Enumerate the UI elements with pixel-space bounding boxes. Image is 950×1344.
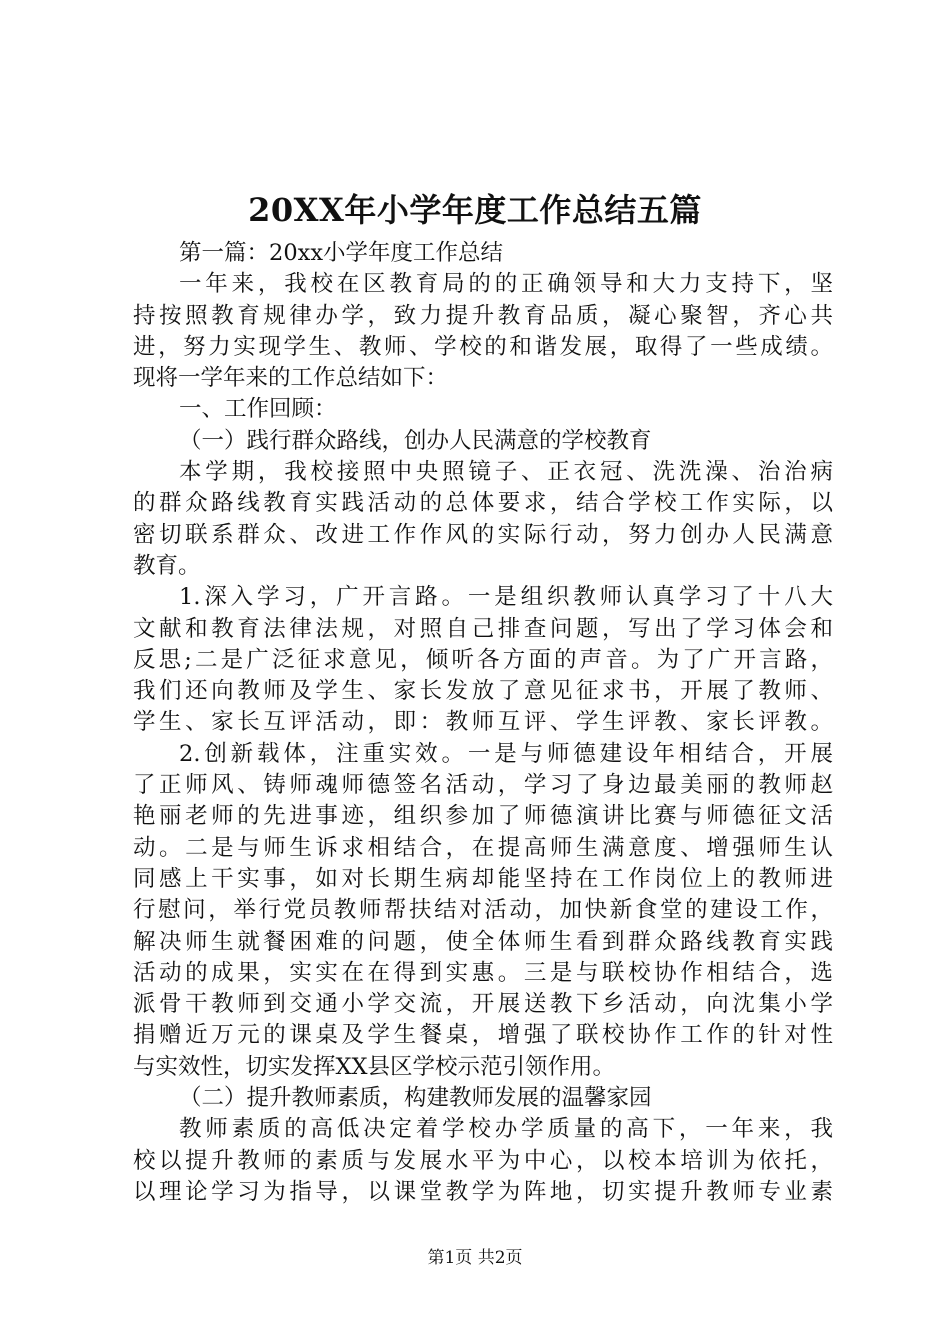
text-line: 2.创新载体，注重实效。一是与师德建设年相结合，开展 [179,740,833,767]
text-line: 艳丽老师的先进事迹，组织参加了师德演讲比赛与师德征文活 [133,803,833,830]
text-line: 本学期，我校接照中央照镜子、正衣冠、洗洗澡、治治病 [179,459,833,486]
text-line: 一年来，我校在区教育局的的正确领导和大力支持下，坚 [179,271,833,298]
text-line: 的群众路线教育实践活动的总体要求，结合学校工作实际，以 [133,490,833,517]
text-line: 密切联系群众、改进工作作风的实际行动，努力创办人民满意 [133,521,833,548]
text-line: 持按照教育规律办学，致力提升教育品质，凝心聚智，齐心共 [133,302,833,329]
text-line: 学生、家长互评活动，即：教师互评、学生评教、家长评教。 [133,709,833,736]
page-footer: 第1页 共2页 [427,1248,523,1268]
document-title: 20XX年小学年度工作总结五篇 [248,191,702,229]
text-line: 解决师生就餐困难的问题，使全体师生看到群众路线教育实践 [133,928,833,955]
text-line: 反思;二是广泛征求意见，倾听各方面的声音。为了广开言路， [133,646,833,673]
text-line: 行慰问，举行党员教师帮扶结对活动，加快新食堂的建设工作， [133,897,833,924]
text-line: 了正师风、铸师魂师德签名活动，学习了身边最美丽的教师赵 [133,772,833,799]
text-line: 文献和教育法律法规，对照自己排查问题，写出了学习体会和 [133,615,833,642]
text-line: 一、工作回顾： [179,396,337,423]
text-line: （二）提升教师素质，构建教师发展的温馨家园 [179,1085,652,1112]
text-line: 与实效性，切实发挥XX县区学校示范引领作用。 [133,1053,616,1080]
text-line: 派骨干教师到交通小学交流，开展送教下乡活动，向沈集小学 [133,991,833,1018]
text-line: 1.深入学习，广开言路。一是组织教师认真学习了十八大 [179,584,833,611]
text-line: 动。二是与师生诉求相结合，在提高师生满意度、增强师生认 [133,834,833,861]
text-line: 校以提升教师的素质与发展水平为中心，以校本培训为依托， [133,1147,833,1174]
text-line: 捐赠近万元的课桌及学生餐桌，增强了联校协作工作的针对性 [133,1022,833,1049]
text-line: 教师素质的高低决定着学校办学质量的高下，一年来，我 [179,1116,833,1143]
text-line: （一）践行群众路线，创办人民满意的学校教育 [179,427,652,454]
text-line: 现将一学年来的工作总结如下： [133,365,449,392]
document-body [133,238,833,1208]
text-line: 同感上干实事，如对长期生病却能坚持在工作岗位上的教师进 [133,865,833,892]
text-line: 以理论学习为指导，以课堂教学为阵地，切实提升教师专业素 [133,1178,833,1205]
text-line: 活动的成果，实实在在得到实惠。三是与联校协作相结合，选 [133,959,833,986]
text-line: 第一篇：20xx小学年度工作总结 [179,240,504,266]
text-line: 教育。 [133,552,201,579]
text-line: 进，努力实现学生、教师、学校的和谐发展，取得了一些成绩。 [133,333,833,360]
text-line: 我们还向教师及学生、家长发放了意见征求书，开展了教师、 [133,678,833,705]
